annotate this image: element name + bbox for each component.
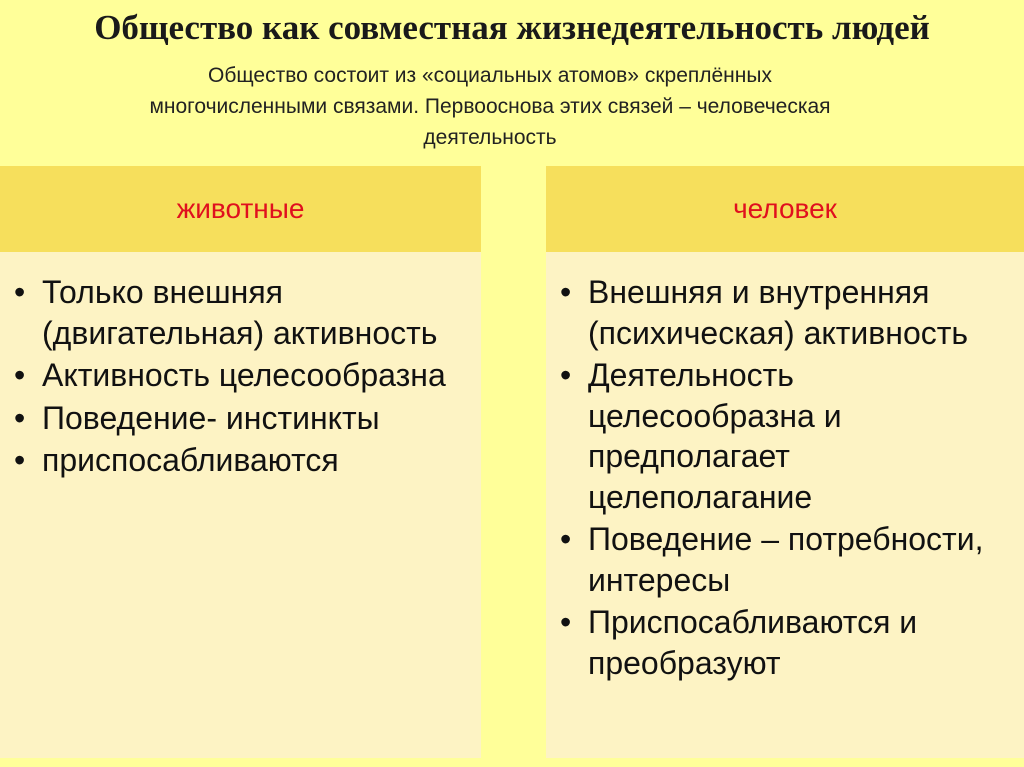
bullet-icon: • [14,274,26,310]
list-item: • Поведение – потребности, интересы [560,521,984,598]
column-header-human: человек [546,166,1024,252]
slide-title: Общество как совместная жизнедеятельность людей [94,8,930,47]
list-item: • Внешняя и внутренняя (психическая) активность [560,274,969,351]
bullet-icon: • [560,604,572,640]
bullet-icon: • [560,357,572,393]
bullet-icon: • [560,274,572,310]
list-item: • Приспосабливаются и преобразуют [560,604,918,681]
list-item: • приспосабливаются [14,440,474,481]
list-item: • Деятельность целесообразна и предполагает целеполагание [560,357,842,515]
human-list [560,272,1020,685]
column-header-animals: животные [0,166,481,252]
column-body-human [546,252,1024,758]
bullet-icon: • [14,357,26,393]
bullet-icon: • [560,521,572,557]
bullet-icon: • [14,442,26,478]
column-body-animals [0,252,481,758]
animals-list [14,272,474,483]
bullet-icon: • [14,399,26,436]
slide-subtitle: Общество состоит из «социальных атомов» скреплённых многочисленными связами. Первооснова этих связей – человеческая деятельность [149,64,831,149]
list-item: • Активность целесообразна [14,355,474,396]
list-item: • Только внешняя (двигательная) активность [14,274,438,351]
list-item: • Поведение- инстинкты [14,398,474,439]
